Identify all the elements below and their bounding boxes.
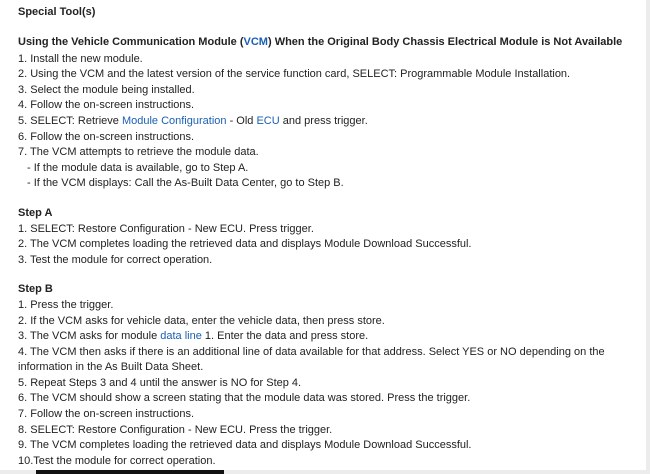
step-b-heading: Step B xyxy=(18,283,53,296)
procedure-step-4: 4. Follow the on-screen instructions. xyxy=(18,99,195,112)
procedure-step-5-text-c: and press trigger. xyxy=(279,114,368,127)
step-a-item-3: 3. Test the module for correct operation. xyxy=(18,253,213,266)
procedure-title xyxy=(18,35,628,51)
step-b-item-10: 10.Test the module for correct operation. xyxy=(18,454,216,467)
horizontal-scrollbar-thumb[interactable] xyxy=(36,470,224,474)
procedure-title-before: Using the Vehicle Communication Module ( xyxy=(18,36,244,48)
spacer xyxy=(18,192,628,204)
spacer xyxy=(18,268,628,280)
data-line-link[interactable]: data line xyxy=(160,330,202,343)
step-a-item-1: 1. SELECT: Restore Configuration - New ECU. Press trigger. xyxy=(18,222,314,235)
step-b-item-5: 5. Repeat Steps 3 and 4 until the answer is NO for Step 4. xyxy=(18,376,302,389)
horizontal-scrollbar[interactable] xyxy=(0,470,646,474)
step-b-item-3 xyxy=(18,329,628,345)
step-b-item-7: 7. Follow the on-screen instructions. xyxy=(18,408,195,421)
step-b-item-4: 4. The VCM then asks if there is an additional line of data available for that address. Select YES or NO depending on the information in the As Built Data Sheet. xyxy=(18,345,605,374)
step-a-heading: Step A xyxy=(18,206,53,219)
procedure-step-5-text-a: 5. SELECT: Retrieve xyxy=(18,114,122,127)
procedure-step-7-option-b: - If the VCM displays: Call the As-Built Data Center, go to Step B. xyxy=(27,177,344,190)
procedure-step-7-option-a: - If the module data is available, go to Step A. xyxy=(27,161,249,174)
vcm-link[interactable]: VCM xyxy=(243,36,268,48)
step-b-item-2: 2. If the VCM asks for vehicle data, enter the vehicle data, then press store. xyxy=(18,314,385,327)
procedure-step-5 xyxy=(18,114,628,130)
procedure-step-6: 6. Follow the on-screen instructions. xyxy=(18,130,195,143)
ecu-link[interactable]: ECU xyxy=(256,114,280,127)
procedure-step-7: 7. The VCM attempts to retrieve the module data. xyxy=(18,146,259,159)
step-b-item-1: 1. Press the trigger. xyxy=(18,298,114,311)
step-b-item-3-text-a: 3. The VCM asks for module xyxy=(18,330,161,343)
step-b-item-6: 6. The VCM should show a screen stating that the module data was stored. Press the trigger. xyxy=(18,392,471,405)
vertical-scrollbar[interactable] xyxy=(646,0,650,474)
procedure-content xyxy=(18,35,628,469)
step-b-item-3-text-b: 1. Enter the data and press store. xyxy=(201,330,369,343)
special-tools-heading: Special Tool(s) xyxy=(18,6,96,18)
module-configuration-link[interactable]: Module Configuration xyxy=(121,114,227,127)
procedure-title-after: ) When the Original Body Chassis Electrical Module is Not Available xyxy=(267,36,623,48)
step-a-item-2: 2. The VCM completes loading the retrieved data and displays Module Download Successful. xyxy=(18,238,472,251)
step-b-item-8: 8. SELECT: Restore Configuration - New ECU. Press the trigger. xyxy=(18,423,333,436)
procedure-step-5-text-b: - Old xyxy=(226,114,257,127)
procedure-step-3: 3. Select the module being installed. xyxy=(18,83,195,96)
step-b-item-9: 9. The VCM completes loading the retrieved data and displays Module Download Successful. xyxy=(18,439,472,452)
procedure-step-2: 2. Using the VCM and the latest version of the service function card, SELECT: Programmable Module Installation. xyxy=(18,68,571,81)
procedure-step-1: 1. Install the new module. xyxy=(18,52,143,65)
